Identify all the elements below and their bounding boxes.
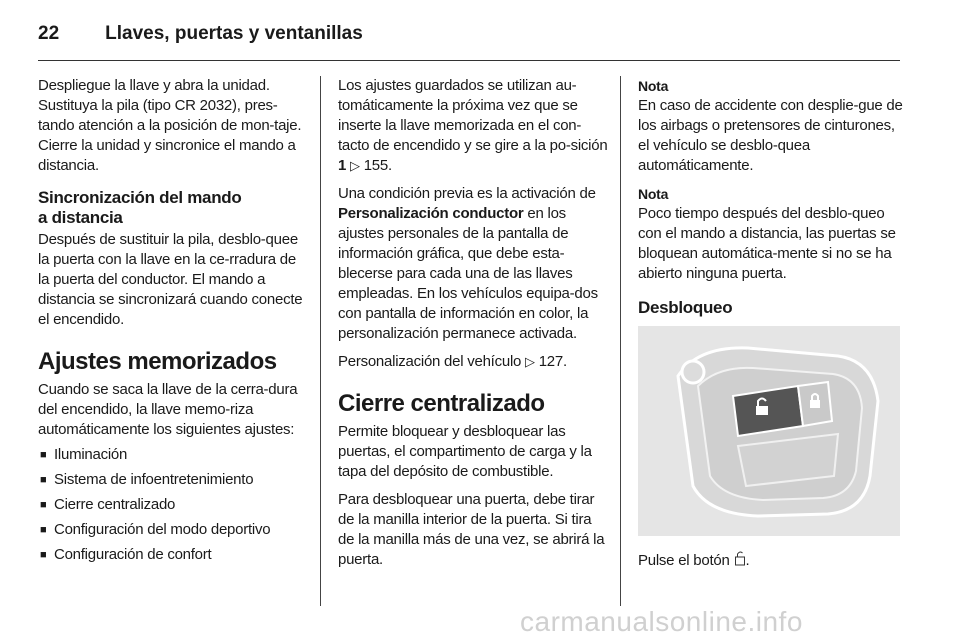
column-3	[638, 76, 903, 580]
header-rule	[38, 60, 900, 61]
text: .	[745, 551, 750, 569]
paragraph: Después de sustituir la pila, desblo-quee la puerta con la llave en la ce-rradura de la puerta del conductor. El mando a distancia se sincronizará cuando conecte el encendido.	[38, 231, 303, 328]
triangle-reference-icon: ▷	[525, 354, 535, 369]
remote-key-illustration	[638, 326, 900, 536]
watermark: carmanualsonline.info	[520, 606, 803, 637]
text: Los ajustes guardados se utilizan au-tomáticamente la próxima vez que se inserte la llave memorizada en el con-tacto de encendido y se gire a la po-sición	[338, 77, 608, 154]
paragraph	[338, 76, 608, 176]
paragraph: Permite bloquear y desbloquear las puertas, el compartimento de carga y la tapa del depósito de combustible.	[338, 423, 592, 480]
list-item: ■ Cierre centralizado	[38, 495, 308, 515]
paragraph	[638, 550, 903, 572]
settings-list	[38, 445, 308, 565]
bold-text: Personalización conductor	[338, 205, 524, 222]
note-text: Poco tiempo después del desblo-queo con el mando a distancia, las puertas se bloquean automática-mente si no se ha abierto ninguna puerta.	[638, 205, 896, 282]
section-heading-desbloqueo: Desbloqueo	[638, 298, 733, 317]
column-divider	[320, 76, 321, 606]
triangle-reference-icon: ▷	[350, 158, 360, 173]
column-divider	[620, 76, 621, 606]
paragraph	[338, 352, 608, 372]
heading-line: a distancia	[38, 208, 123, 227]
section-heading-sync	[38, 188, 308, 228]
text: Pulse el botón	[638, 551, 730, 569]
section-heading-cierre: Cierre centralizado	[338, 390, 545, 417]
note-title: Nota	[638, 78, 669, 94]
paragraph: Para desbloquear una puerta, debe tirar de la manilla interior de la puerta. Si tira de la manilla más de una vez, se abrirá la puerta.	[338, 491, 605, 568]
list-item: ■ Configuración de confort	[38, 545, 308, 565]
paragraph	[338, 184, 608, 344]
page-number: 22	[38, 23, 60, 44]
unlock-padlock-icon	[734, 550, 746, 572]
page-title: Llaves, puertas y ventanillas	[105, 23, 363, 44]
section-heading-ajustes: Ajustes memorizados	[38, 348, 277, 375]
bold-text: 1	[338, 157, 347, 174]
remote-key-drawing	[638, 326, 900, 536]
list-item: ■ Sistema de infoentretenimiento	[38, 470, 308, 490]
column-2	[338, 76, 608, 578]
paragraph: Despliegue la llave y abra la unidad. Sustituya la pila (tipo CR 2032), pres-tando atención a la posición de mon-taje. Cierre la unidad y sincronice el mando a distancia.	[38, 77, 302, 174]
column-1	[38, 76, 308, 570]
page-header	[38, 14, 900, 54]
note-text: En caso de accidente con desplie-gue de los airbags o pretensores de cinturones, el vehículo se desblo-quea automáticamente.	[638, 97, 903, 174]
page-reference: 155.	[363, 157, 392, 174]
list-item: ■ Configuración del modo deportivo	[38, 520, 308, 540]
heading-line: Sincronización del mando	[38, 188, 242, 207]
text: Una condición previa es la activación de	[338, 185, 596, 202]
note-title: Nota	[638, 186, 669, 202]
text: en los ajustes personales de la pantalla de información gráfica, que debe esta-blecerse para cada una de las llaves empleadas. En los vehículos equipa-dos con pantalla de información en color, la personalización permanece activada.	[338, 205, 598, 342]
text: Personalización del vehículo	[338, 353, 522, 370]
paragraph: Cuando se saca la llave de la cerra-dura del encendido, la llave memo-riza automáticamente los siguientes ajustes:	[38, 381, 298, 438]
list-item: ■ Iluminación	[38, 445, 308, 465]
page-reference: 127.	[538, 353, 567, 370]
